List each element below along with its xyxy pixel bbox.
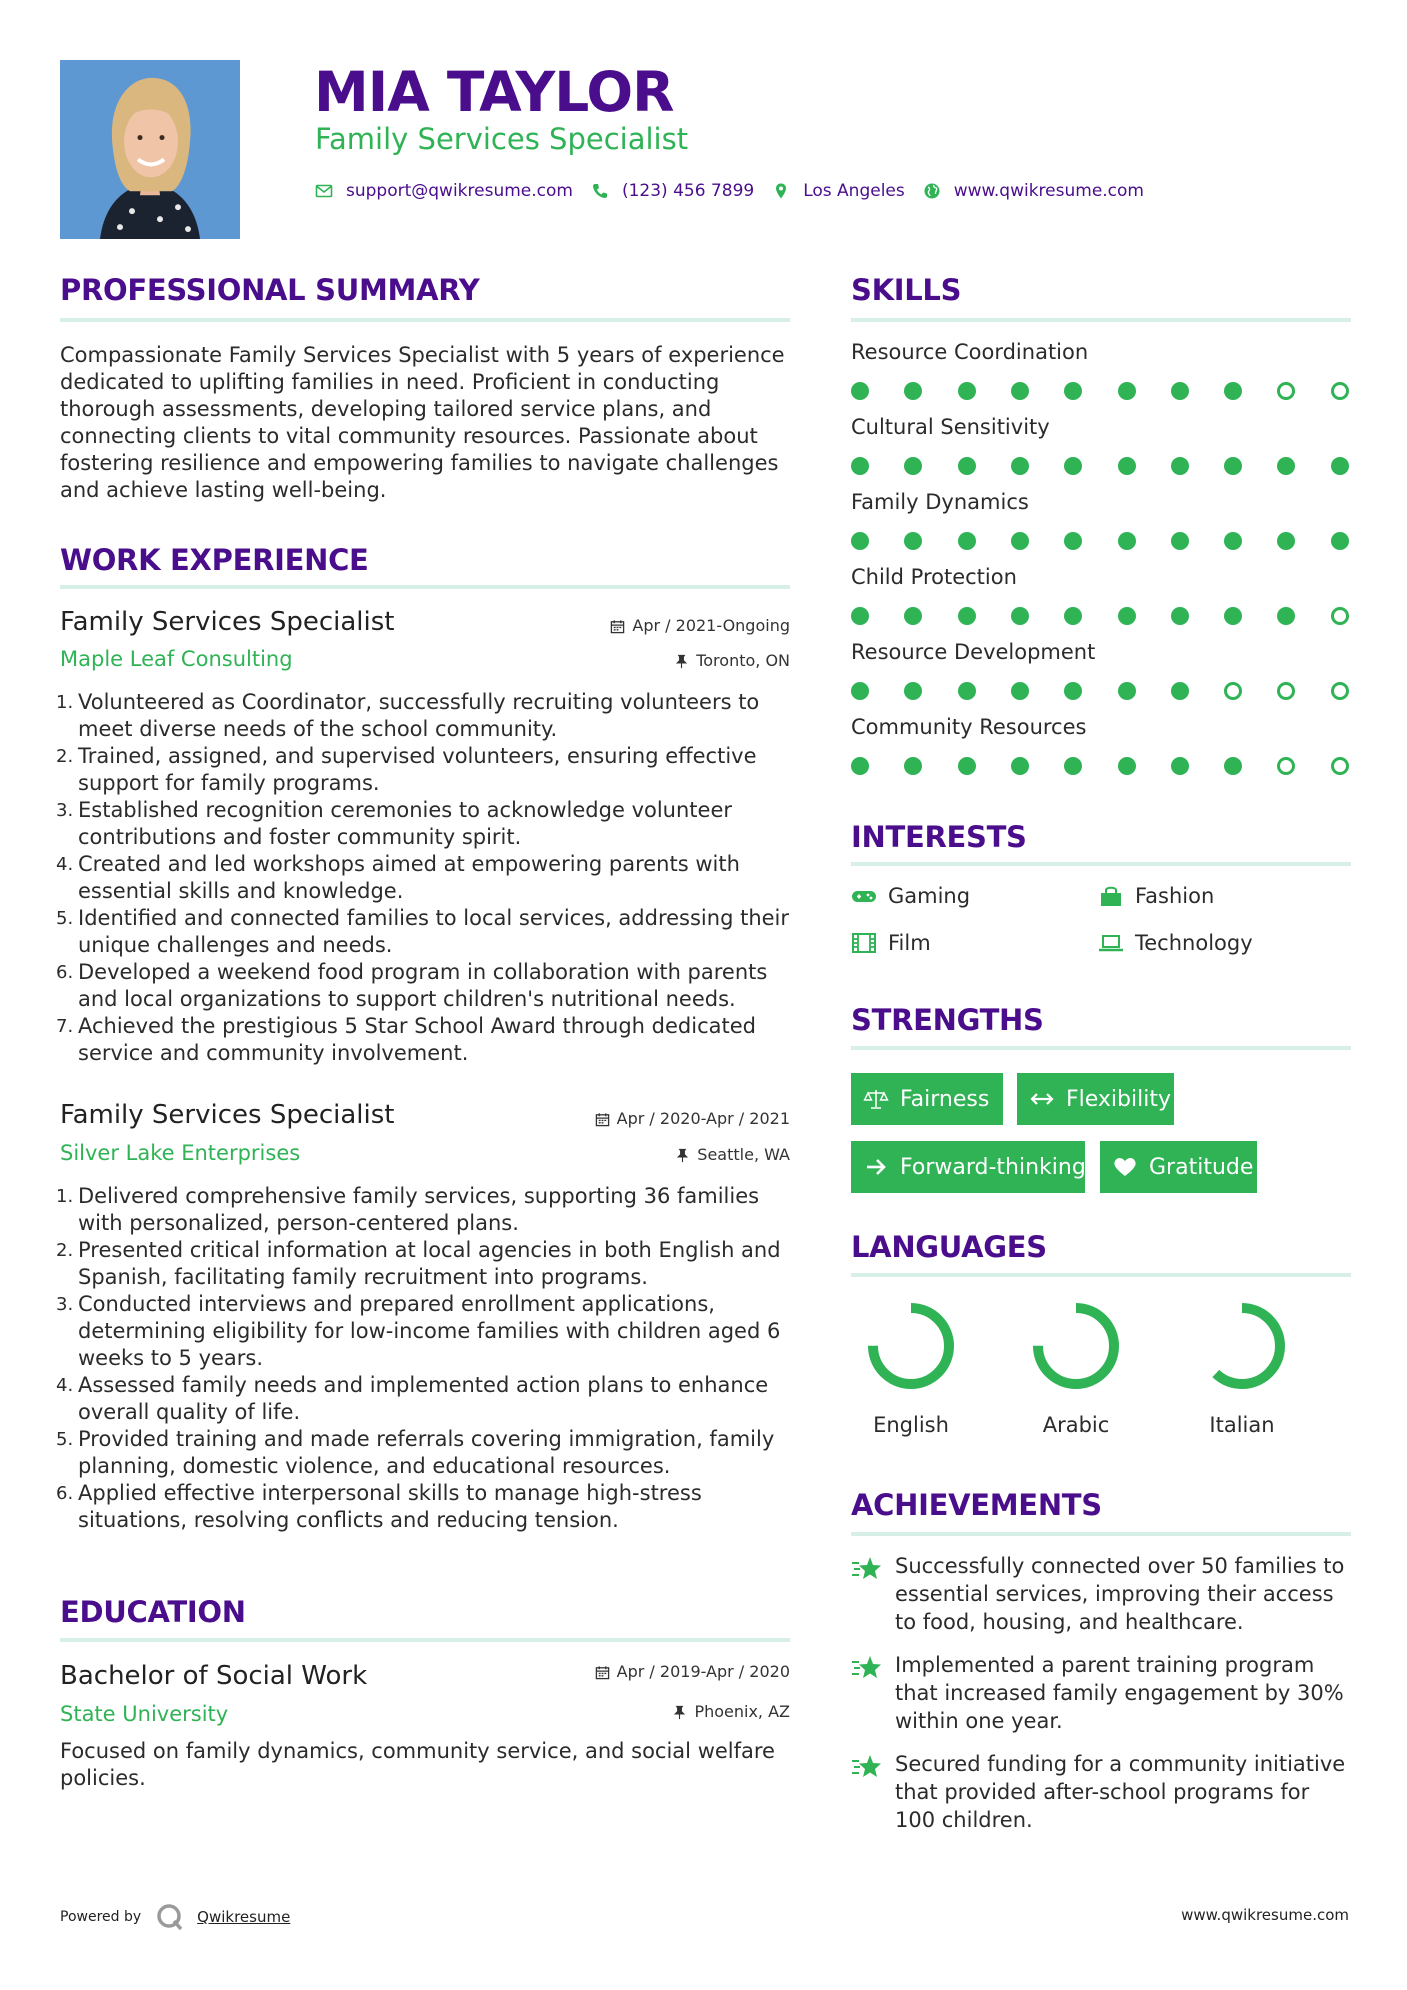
- contact-email[interactable]: [315, 181, 573, 201]
- skill-dot-filled: [904, 682, 922, 700]
- achievement-text: Successfully connected over 50 families to essential services, improving their access to food, housing, and healthcare.: [895, 1554, 1345, 1634]
- language-item: [846, 1296, 976, 1438]
- skill-dot-filled: [1224, 607, 1242, 625]
- strength-chip: [851, 1073, 1003, 1125]
- location-text: Los Angeles: [803, 181, 905, 201]
- qwikresume-link[interactable]: Qwikresume: [197, 1908, 291, 1926]
- skill-dot-empty: [1331, 757, 1349, 775]
- language-level-arc: [1204, 1308, 1280, 1384]
- summary-text: Compassionate Family Services Specialist with 5 years of experience dedicated to uplifting families in need. Proficient in conducting thorough assessments, developing tailored service plans, and connecting clients to vital community resources. Passionate about fostering resilience and empowering families to navigate challenges and achieve lasting well-being.: [60, 343, 785, 502]
- strengths-rule: [851, 1046, 1351, 1050]
- language-name: Arabic: [1042, 1413, 1110, 1437]
- list-item: 1. Volunteered as Coordinator, successfully recruiting volunteers to meet diverse needs of the school community.: [56, 690, 760, 741]
- balance-scale-icon: [863, 1088, 889, 1110]
- skills-heading: SKILLS: [851, 273, 962, 307]
- strength-chip: [1017, 1073, 1174, 1125]
- list-item: 6. Applied effective interpersonal skills to manage high-stress situations, resolving conflicts and reducing tension.: [56, 1481, 702, 1532]
- powered-by-label: Powered by: [60, 1909, 142, 1925]
- achievement-text: Secured funding for a community initiative that provided after-school programs for 100 children.: [895, 1752, 1346, 1832]
- skill-dot-filled: [1224, 457, 1242, 475]
- skill-dot-filled: [1118, 757, 1136, 775]
- star-icon: [851, 1554, 883, 1584]
- skill-dot-filled: [1064, 607, 1082, 625]
- list-item: 4. Assessed family needs and implemented action plans to enhance overall quality of life.: [56, 1373, 769, 1424]
- language-item: [1177, 1296, 1307, 1438]
- skill-dot-filled: [851, 607, 869, 625]
- degree-title: Bachelor of Social Work: [60, 1661, 368, 1691]
- skill-rating: [851, 756, 1351, 776]
- qwikresume-logo-icon: [155, 1902, 185, 1932]
- heart-icon: [1112, 1156, 1138, 1178]
- education-location-text: Phoenix, AZ: [694, 1702, 790, 1721]
- achievement-item: [851, 1651, 1351, 1735]
- strengths-heading: STRENGTHS: [851, 1003, 1044, 1037]
- interest-label: Fashion: [1135, 884, 1215, 908]
- school-name: State University: [60, 1702, 229, 1726]
- skill-dot-filled: [958, 457, 976, 475]
- skill-dot-filled: [1011, 382, 1029, 400]
- footer-powered-by: [60, 1900, 290, 1934]
- pushpin-icon: [672, 1705, 687, 1720]
- interest-item: [1098, 929, 1253, 957]
- language-level-ring: [1192, 1296, 1292, 1396]
- skill-dot-filled: [851, 382, 869, 400]
- language-name: Italian: [1209, 1413, 1275, 1437]
- skill-dot-filled: [904, 532, 922, 550]
- job-dates: [440, 615, 790, 637]
- interest-label: Technology: [1135, 931, 1253, 955]
- skill-dot-filled: [1064, 382, 1082, 400]
- skill-dot-filled: [1171, 457, 1189, 475]
- language-level-ring: [861, 1296, 961, 1396]
- skill-label: Child Protection: [851, 565, 1017, 589]
- skill-dot-filled: [958, 532, 976, 550]
- skill-dot-empty: [1331, 682, 1349, 700]
- summary-heading: PROFESSIONAL SUMMARY: [60, 273, 480, 307]
- map-marker-icon: [772, 182, 790, 200]
- education-heading: EDUCATION: [60, 1595, 246, 1629]
- list-item: 7. Achieved the prestigious 5 Star School Award through dedicated service and community involvement.: [56, 1014, 756, 1065]
- skill-dot-filled: [1224, 382, 1242, 400]
- skill-dot-filled: [851, 532, 869, 550]
- skill-dot-filled: [1064, 757, 1082, 775]
- contact-phone[interactable]: [591, 181, 754, 201]
- skill-dot-empty: [1277, 682, 1295, 700]
- job-dates-text: Apr / 2020-Apr / 2021: [616, 1109, 790, 1128]
- languages-rule: [851, 1273, 1351, 1277]
- skill-dot-filled: [1064, 457, 1082, 475]
- interest-item: [851, 929, 931, 957]
- achievements-heading: ACHIEVEMENTS: [851, 1488, 1102, 1522]
- contact-website[interactable]: [923, 181, 1144, 201]
- shopping-bag-icon: [1098, 885, 1124, 907]
- skill-dot-filled: [904, 757, 922, 775]
- interest-item: [851, 882, 970, 910]
- list-item: 5. Provided training and made referrals covering immigration, family planning, domestic violence, and educational resources.: [56, 1427, 775, 1478]
- skill-dot-filled: [1118, 457, 1136, 475]
- achievement-item: [851, 1750, 1351, 1834]
- skill-dot-empty: [1224, 682, 1242, 700]
- skill-label: Cultural Sensitivity: [851, 415, 1050, 439]
- experience-rule: [60, 585, 790, 589]
- language-level-ring: [1026, 1296, 1126, 1396]
- education-rule: [60, 1638, 790, 1642]
- skill-dot-filled: [1331, 532, 1349, 550]
- email-text: support@qwikresume.com: [346, 181, 573, 201]
- gamepad-icon: [851, 885, 877, 907]
- education-location: [440, 1701, 790, 1723]
- education-dates-text: Apr / 2019-Apr / 2020: [616, 1662, 790, 1681]
- footer-website[interactable]: www.qwikresume.com: [1181, 1906, 1349, 1924]
- skill-rating: [851, 381, 1351, 401]
- arrows-horizontal-icon: [1029, 1088, 1055, 1110]
- job-bullets: [56, 689, 790, 1067]
- profile-photo: [60, 60, 240, 239]
- phone-text: (123) 456 7899: [621, 181, 755, 201]
- skill-dot-filled: [1011, 682, 1029, 700]
- skill-dot-filled: [851, 757, 869, 775]
- job-location-text: Toronto, ON: [696, 651, 790, 670]
- summary-rule: [60, 318, 790, 322]
- achievement-item: [851, 1552, 1351, 1636]
- list-item: 2. Trained, assigned, and supervised volunteers, ensuring effective support for family programs.: [56, 744, 757, 795]
- experience-heading: WORK EXPERIENCE: [60, 543, 369, 577]
- language-name: English: [873, 1413, 949, 1437]
- skills-rule: [851, 318, 1351, 322]
- skill-dot-filled: [958, 757, 976, 775]
- job-location: [440, 1144, 790, 1166]
- skill-rating: [851, 531, 1351, 551]
- skill-dot-filled: [1011, 607, 1029, 625]
- skill-dot-filled: [1171, 757, 1189, 775]
- interest-item: [1098, 882, 1214, 910]
- calendar-icon: [610, 619, 625, 634]
- envelope-icon: [315, 182, 333, 200]
- list-item: 1. Delivered comprehensive family services, supporting 36 families with personalized, person-centered plans.: [56, 1184, 760, 1235]
- candidate-title: Family Services Specialist: [315, 122, 689, 156]
- candidate-name: MIA TAYLOR: [314, 60, 674, 124]
- skill-dot-filled: [1224, 757, 1242, 775]
- strength-label: Flexibility: [1066, 1086, 1171, 1112]
- skill-dot-empty: [1331, 607, 1349, 625]
- job-company: Maple Leaf Consulting: [60, 647, 293, 671]
- skill-rating: [851, 456, 1351, 476]
- education-dates: [440, 1661, 790, 1683]
- globe-icon: [923, 182, 941, 200]
- skill-dot-empty: [1331, 382, 1349, 400]
- interest-label: Film: [888, 931, 931, 955]
- phone-icon: [591, 182, 609, 200]
- interests-heading: INTERESTS: [851, 820, 1027, 854]
- language-item: [1011, 1296, 1141, 1438]
- skill-dot-filled: [1118, 382, 1136, 400]
- skill-dot-filled: [1064, 532, 1082, 550]
- skill-dot-filled: [1171, 682, 1189, 700]
- strength-chip: [1100, 1141, 1257, 1193]
- job-location-text: Seattle, WA: [697, 1145, 790, 1164]
- skill-rating: [851, 681, 1351, 701]
- list-item: 3. Conducted interviews and prepared enrollment applications, determining eligibility for low-income families with children aged 6 weeks to 5 years.: [56, 1292, 781, 1370]
- interests-rule: [851, 862, 1351, 866]
- skill-label: Resource Coordination: [851, 340, 1089, 364]
- calendar-icon: [595, 1112, 610, 1127]
- skill-dot-filled: [904, 607, 922, 625]
- skill-rating: [851, 606, 1351, 626]
- education-description: Focused on family dynamics, community service, and social welfare policies.: [60, 1739, 775, 1790]
- list-item: 4. Created and led workshops aimed at empowering parents with essential skills and knowledge.: [56, 852, 740, 903]
- job-title: Family Services Specialist: [60, 607, 395, 637]
- skill-dot-filled: [1277, 457, 1295, 475]
- skill-dot-empty: [1277, 382, 1295, 400]
- list-item: 5. Identified and connected families to local services, addressing their unique challenges and needs.: [56, 906, 790, 957]
- list-item: 3. Established recognition ceremonies to acknowledge volunteer contributions and foster community spirit.: [56, 798, 733, 849]
- skill-dot-filled: [1277, 532, 1295, 550]
- skill-dot-filled: [1064, 682, 1082, 700]
- arrow-right-icon: [863, 1156, 889, 1178]
- strength-label: Gratitude: [1149, 1154, 1254, 1180]
- skill-label: Family Dynamics: [851, 490, 1029, 514]
- achievement-text: Implemented a parent training program that increased family engagement by 30% within one year.: [895, 1653, 1344, 1733]
- skill-label: Resource Development: [851, 640, 1096, 664]
- job-dates: [440, 1108, 790, 1130]
- skill-dot-filled: [958, 682, 976, 700]
- language-level-arc: [873, 1308, 949, 1384]
- website-text: www.qwikresume.com: [953, 181, 1144, 201]
- job-bullets: [56, 1183, 790, 1534]
- job-title: Family Services Specialist: [60, 1100, 395, 1130]
- job-location: [440, 650, 790, 672]
- skill-dot-empty: [1277, 757, 1295, 775]
- skill-dot-filled: [904, 457, 922, 475]
- contact-location: [772, 181, 905, 201]
- calendar-icon: [595, 1665, 610, 1680]
- languages-heading: LANGUAGES: [851, 1230, 1047, 1264]
- skill-dot-filled: [851, 682, 869, 700]
- skill-dot-filled: [904, 382, 922, 400]
- list-item: 2. Presented critical information at local agencies in both English and Spanish, facilitating family recruitment into programs.: [56, 1238, 781, 1289]
- skill-dot-filled: [851, 457, 869, 475]
- job-company: Silver Lake Enterprises: [60, 1141, 301, 1165]
- job-dates-text: Apr / 2021-Ongoing: [632, 616, 790, 635]
- skill-dot-filled: [1118, 682, 1136, 700]
- pushpin-icon: [674, 654, 689, 669]
- skill-dot-filled: [1171, 382, 1189, 400]
- contact-bar: [315, 176, 1162, 206]
- skill-dot-filled: [1171, 607, 1189, 625]
- pushpin-icon: [675, 1148, 690, 1163]
- strength-label: Fairness: [900, 1086, 990, 1112]
- film-icon: [851, 932, 877, 954]
- skill-dot-filled: [1277, 607, 1295, 625]
- skill-label: Community Resources: [851, 715, 1087, 739]
- star-icon: [851, 1752, 883, 1782]
- skill-dot-filled: [1171, 532, 1189, 550]
- skill-dot-filled: [1331, 457, 1349, 475]
- star-icon: [851, 1653, 883, 1683]
- language-level-arc: [1038, 1308, 1114, 1384]
- interest-label: Gaming: [888, 884, 971, 908]
- skill-dot-filled: [1011, 757, 1029, 775]
- list-item: 6. Developed a weekend food program in collaboration with parents and local organizations to support children's nutritional needs.: [56, 960, 768, 1011]
- skill-dot-filled: [1011, 457, 1029, 475]
- skill-dot-filled: [958, 382, 976, 400]
- skill-dot-filled: [958, 607, 976, 625]
- skill-dot-filled: [1118, 607, 1136, 625]
- strength-chip: [851, 1141, 1085, 1193]
- strength-label: Forward-thinking: [900, 1154, 1086, 1180]
- skill-dot-filled: [1011, 532, 1029, 550]
- skill-dot-filled: [1118, 532, 1136, 550]
- skill-dot-filled: [1224, 532, 1242, 550]
- laptop-icon: [1098, 932, 1124, 954]
- achievements-rule: [851, 1532, 1351, 1536]
